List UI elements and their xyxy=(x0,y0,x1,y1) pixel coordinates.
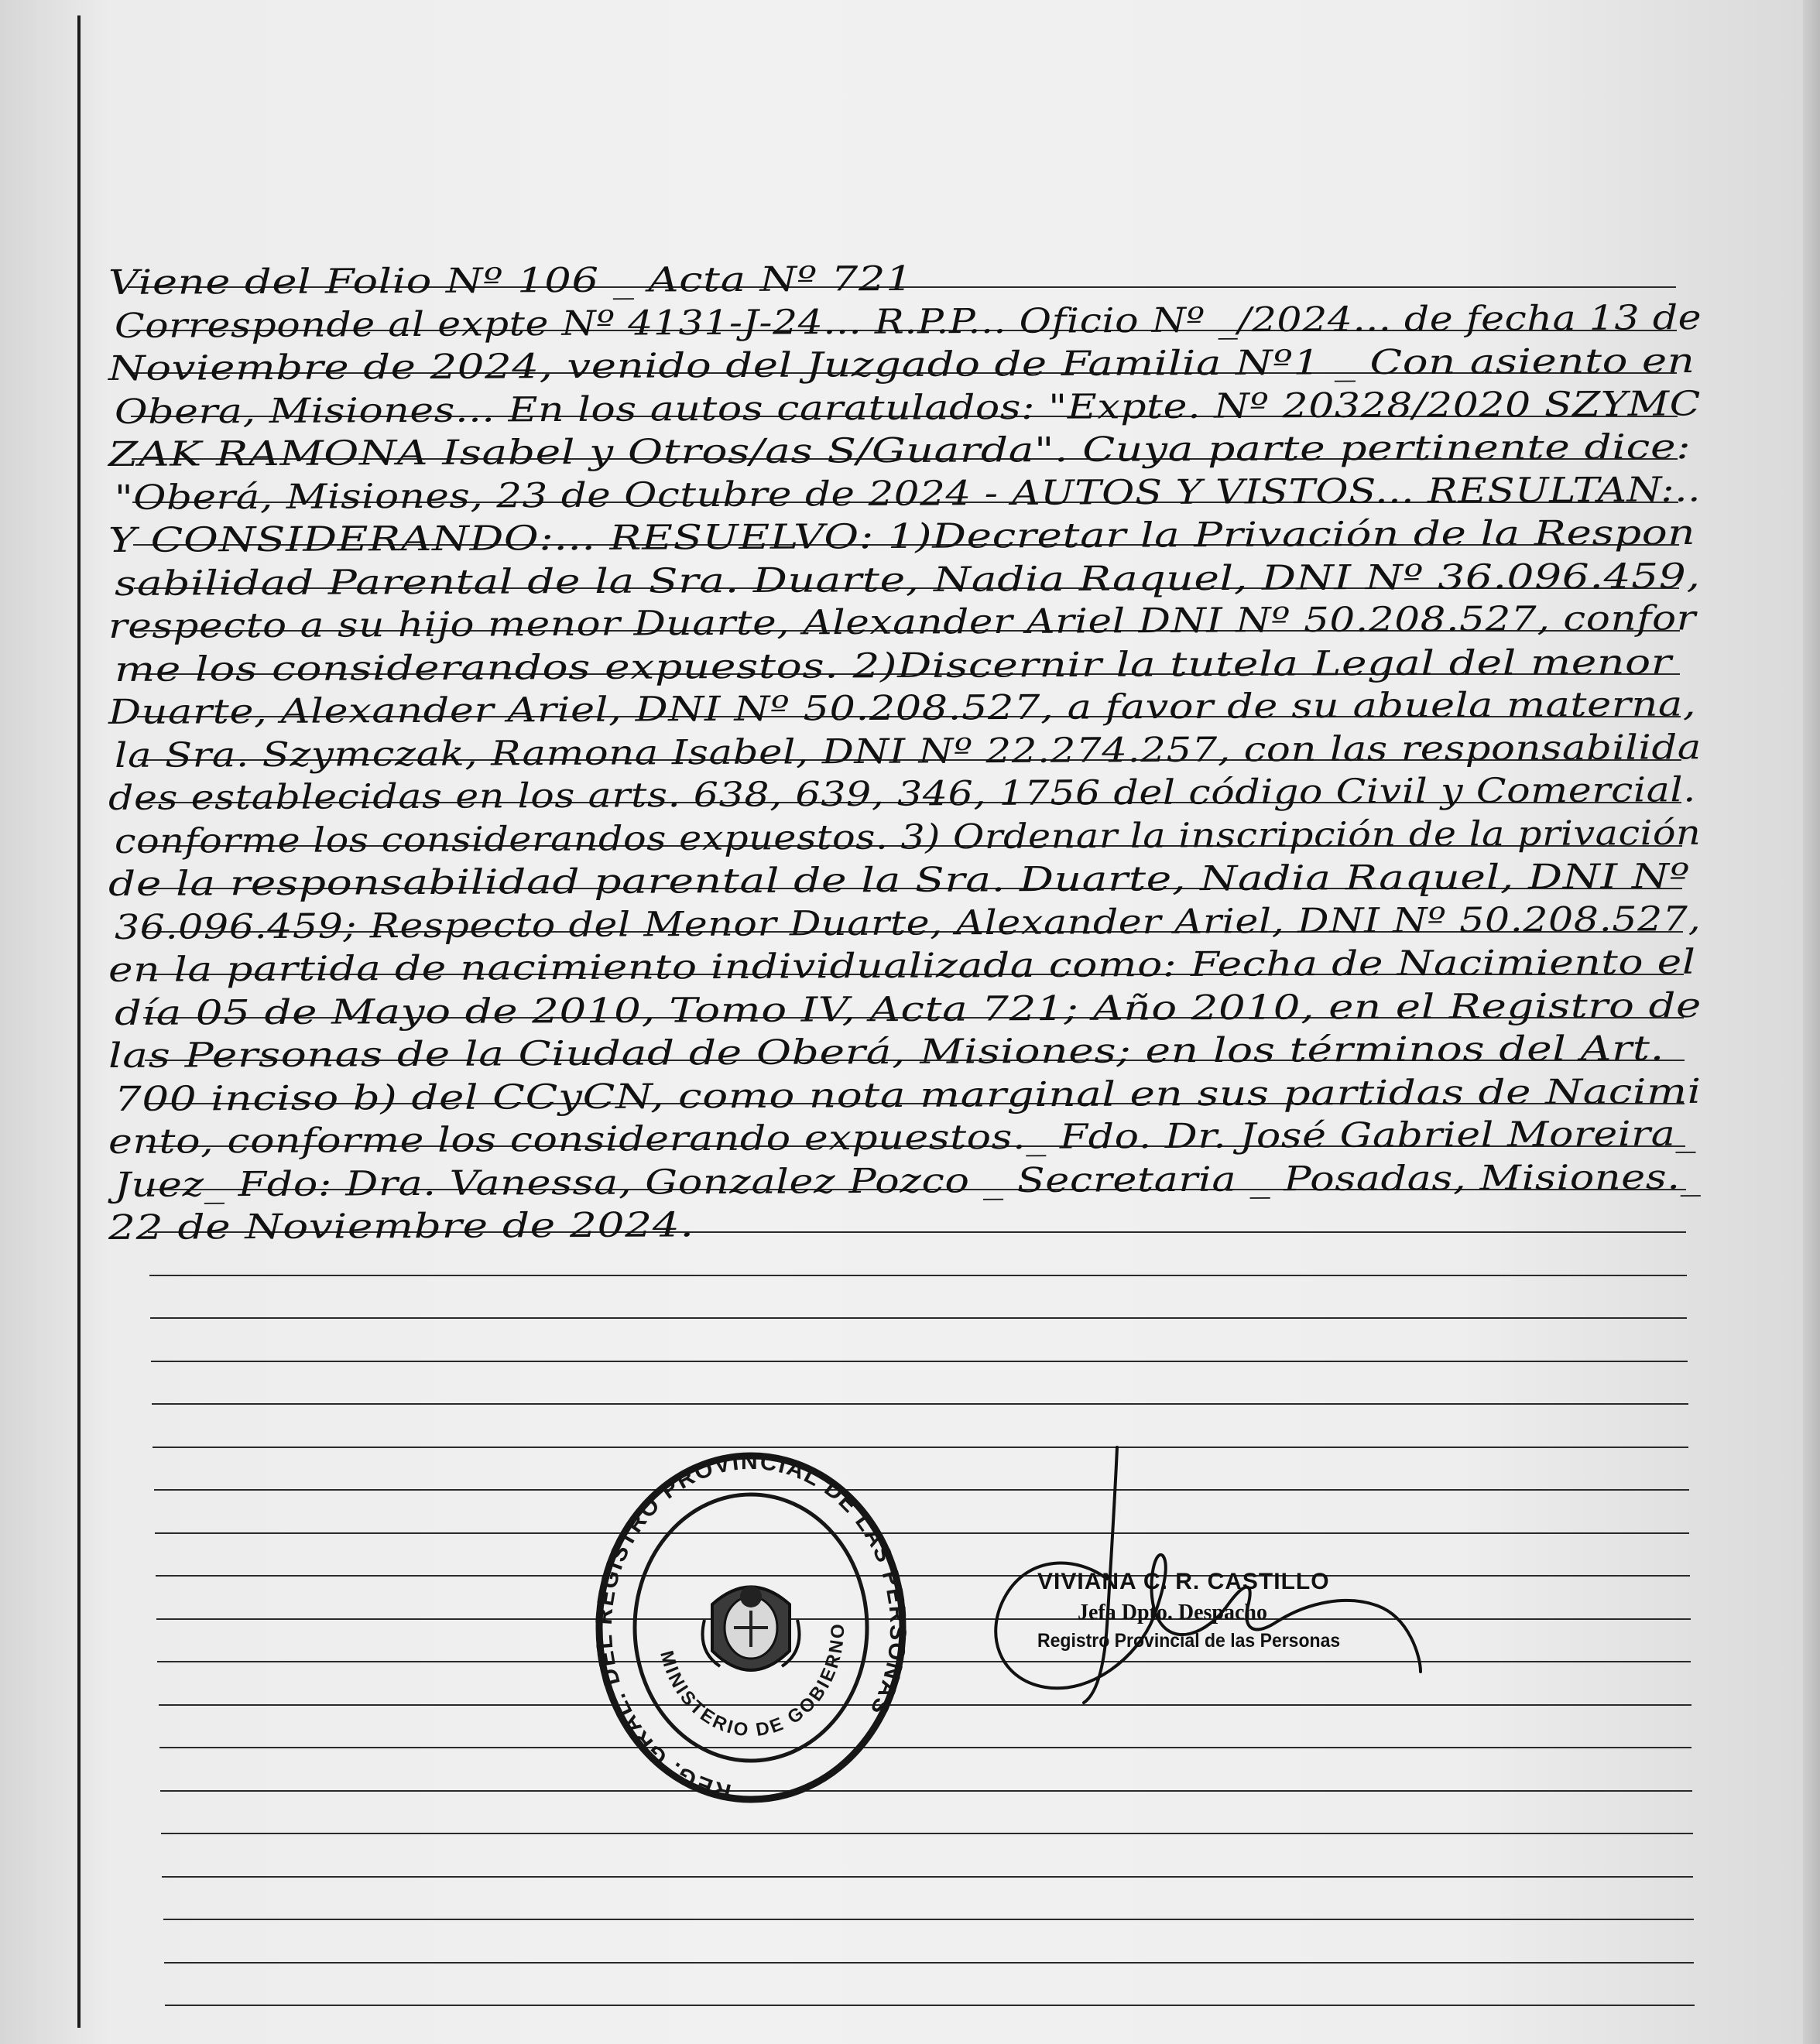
margin-line xyxy=(77,15,81,2028)
ruled-line xyxy=(160,1790,1692,1792)
coat-of-arms-icon xyxy=(703,1586,800,1670)
stamp-outer-text: REG. GRAL. DEL REGISTRO PROVINCIAL DE LAS PERSONAS xyxy=(591,1448,911,1805)
text-line: 22 de Noviembre de 2024. xyxy=(108,1205,694,1248)
text-line: Y CONSIDERANDO:... RESUELVO: 1)Decretar la Privación de la Respon xyxy=(108,512,1696,560)
text-line: me los considerandos expuestos. 2)Discernir la tutela Legal del menor xyxy=(114,642,1672,690)
page-edge xyxy=(1803,0,1820,2044)
text-line: Obera, Misiones... En los autos caratulados: "Expte. Nº 20328/2020 SZYMC xyxy=(114,383,1702,432)
ruled-line xyxy=(163,1919,1694,1920)
ruled-line xyxy=(157,1661,1691,1662)
ruled-line xyxy=(152,1403,1688,1405)
text-line: día 05 de Mayo de 2010, Tomo IV, Acta 721; Año 2010, en el Registro de xyxy=(114,985,1702,1033)
ruled-line xyxy=(156,1618,1690,1620)
text-line: Viene del Folio Nº 106 _ Acta Nº 721 xyxy=(108,258,913,303)
ruled-line xyxy=(154,1489,1689,1491)
text-line: 700 inciso b) del CCyCN, como nota marginal en sus partidas de Nacimi xyxy=(114,1071,1702,1119)
stamp-inner-text: MINISTERIO DE GOBIERNO xyxy=(656,1621,849,1741)
text-line: sabilidad Parental de la Sra. Duarte, Nadia Raquel, DNI Nº 36.096.459, xyxy=(114,556,1701,604)
text-line: conforme los considerandos expuestos. 3) Ordenar la inscripción de la privación xyxy=(114,813,1702,861)
text-line: la Sra. Szymczak, Ramona Isabel, DNI Nº 22.274.257, con las responsabilida xyxy=(114,727,1702,775)
ruled-line xyxy=(164,1962,1695,1964)
text-line: des establecidas en los arts. 638, 639, 346, 1756 del código Civil y Comercial. xyxy=(108,770,1697,818)
ruled-line xyxy=(150,1317,1688,1319)
text-line: 36.096.459; Respecto del Menor Duarte, Alexander Ariel, DNI Nº 50.208.527, xyxy=(114,899,1702,947)
signatory-name: VIVIANA C. R. CASTILLO xyxy=(1037,1569,1330,1594)
ruled-line xyxy=(156,1575,1690,1577)
text-line: Juez_ Fdo: Dra. Vanessa, Gonzalez Pozco _ Secretaria _ Posadas, Misiones._ xyxy=(114,1156,1702,1205)
signatory-office: Registro Provincial de las Personas xyxy=(1037,1630,1341,1652)
ruled-line xyxy=(151,1361,1688,1362)
text-line: ento, conforme los considerando expuestos._ Fdo. Dr. José Gabriel Moreira_ xyxy=(108,1114,1697,1162)
text-line: de la responsabilidad parental de la Sra. Duarte, Nadia Raquel, DNI Nº xyxy=(108,857,1691,904)
text-line: Corresponde al expte Nº 4131-J-24... R.P.P... Oficio Nº _/2024... de fecha 13 de xyxy=(114,297,1702,346)
text-line: ZAK RAMONA Isabel y Otros/as S/Guarda". Cuya parte pertinente dice: xyxy=(108,427,1691,474)
official-stamp xyxy=(588,1446,913,1809)
ruled-line xyxy=(153,1447,1688,1448)
signatory-role: Jefa Dpto. Despacho xyxy=(1078,1601,1267,1625)
ruled-line xyxy=(159,1704,1691,1706)
ruled-line xyxy=(149,1275,1687,1276)
text-line: en la partida de nacimiento individualizada como: Fecha de Nacimiento el xyxy=(108,942,1696,990)
text-line: "Oberá, Misiones, 23 de Octubre de 2024 - AUTOS Y VISTOS... RESULTAN:.. xyxy=(114,469,1702,518)
ruled-line xyxy=(165,2005,1695,2006)
ruled-line xyxy=(155,1532,1690,1534)
ruled-line xyxy=(162,1876,1693,1878)
text-line: Noviembre de 2024, venido del Juzgado de Familia Nº1 _ Con asiento en xyxy=(108,341,1695,389)
text-line: Duarte, Alexander Ariel, DNI Nº 50.208.527, a favor de su abuela materna, xyxy=(108,684,1697,732)
text-line: las Personas de la Ciudad de Oberá, Misiones; en los términos del Art. xyxy=(108,1029,1664,1076)
ruled-line xyxy=(159,1747,1692,1748)
ruled-line xyxy=(161,1833,1692,1834)
text-line: respecto a su hijo menor Duarte, Alexander Ariel DNI Nº 50.208.527, confor xyxy=(108,598,1697,646)
